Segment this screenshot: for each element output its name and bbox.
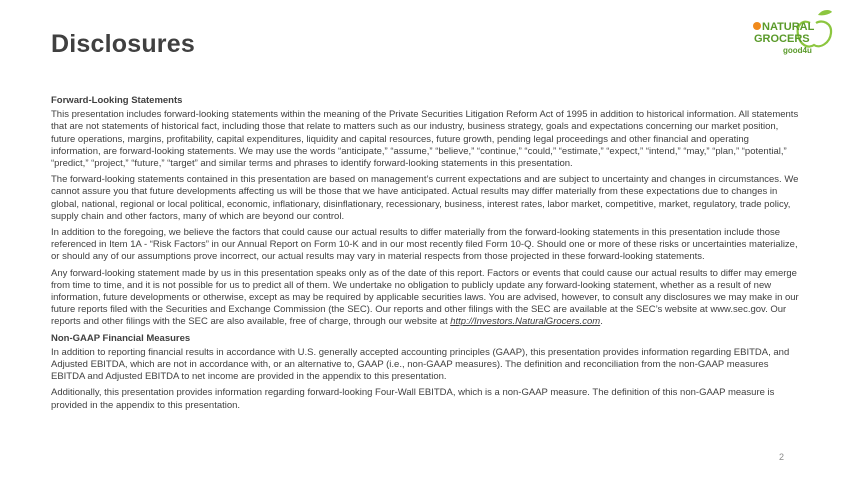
page-number: 2 — [779, 452, 785, 462]
link-trailing-period: . — [600, 316, 603, 328]
page-title: Disclosures — [51, 30, 195, 58]
apple-leaf-icon — [818, 10, 832, 15]
logo-text-good4u: good4u — [783, 46, 812, 55]
forward-looking-paragraph-3: In addition to the foregoing, we believe the factors that could cause our actual results to differ materially from the forward-looking statements in this presentation include those referenced in Item 1A - “Risk Factors” in our Annual Report on Form 10-K and in our most recently filed Form 10-Q. Should one or more of these risks or uncertainties materialize, or should any of our assumptions prove incorrect, our actual results may vary in material respects from those projected in these forward-looking statements. — [51, 227, 798, 263]
forward-looking-paragraph-4-text: Any forward-looking statement made by us in this presentation speaks only as of the date of this report. Factors or events that could cause our actual results to differ may emerge from time to time, and it is not possible for us to predict all of them. We undertake no obligation to publicly update any forward-looking statement, whether as a result of new information, future developments or otherwise, except as may be required by applicable securities laws. You are advised, however, to consult any disclosures we may make in our future reports filed with the Securities and Exchange Commission (the SEC). Our reports and other filings with the SEC are available at the SEC’s website at www.sec.gov. Our reports and other filings with the SEC are also available, free of charge, through our website at — [51, 267, 799, 328]
sun-icon — [753, 22, 761, 30]
non-gaap-heading: Non-GAAP Financial Measures — [51, 332, 191, 344]
forward-looking-heading: Forward-Looking Statements — [51, 95, 183, 106]
forward-looking-paragraph-4 — [51, 268, 801, 329]
logo-text-natural: NATURAL — [762, 21, 815, 33]
forward-looking-paragraph-1: This presentation includes forward-looking statements within the meaning of the Private Securities Litigation Reform Act of 1995 in addition to historical information. All statements that are not statements of historical fact, including those that relate to matters such as our industry, business strategy, goals and expectations concerning our market position, future operations, margins, profitability, capital expenditures, liquidity and capital resources, future growth, pending legal proceedings and other financial and operating information, are forward-looking statements. We may use the words “anticipate,” “assume,” “believe,” “continue,” “could,” “estimate,” “expect,” “intend,” “may,” “plan,” “potential,” “predict,” “project,” “future,” “target” and similar terms and phrases to identify forward-looking statements in this presentation. — [51, 109, 799, 170]
investors-website-link[interactable]: http://Investors.NaturalGrocers.com — [450, 316, 601, 328]
logo-text-grocers: GROCERS — [754, 33, 810, 45]
non-gaap-paragraph-2: Additionally, this presentation provides information regarding forward-looking Four-Wall EBITDA, which is a non-GAAP measure. The definition of this non-GAAP measure is provided in the appendix to this presentation. — [51, 387, 775, 411]
forward-looking-paragraph-2: The forward-looking statements contained in this presentation are based on management’s current expectations and are subject to uncertainty and changes in circumstances. We cannot assure you that future developments affecting us will be those that we have anticipated. Actual results may differ materially from these expectations due to changes in global, national, regional or local political, economic, inflationary, disinflationary, recessionary, business, interest rates, labor market, competitive, market, regulatory, trade policy, supply chain and other factors, many of which are beyond our control. — [51, 174, 799, 222]
disclosures-body — [51, 95, 801, 416]
non-gaap-paragraph-1: In addition to reporting financial results in accordance with U.S. generally accepted accounting principles (GAAP), this presentation provides information regarding EBITDA, and Adjusted EBITDA, which are not in accordance with, or an alternative to, GAAP (i.e., non-GAAP measures). The definition and reconciliation from the non-GAAP measures EBITDA and Adjusted EBITDA to net income are provided in the appendix to this presentation. — [51, 346, 790, 383]
natural-grocers-logo — [748, 9, 838, 67]
